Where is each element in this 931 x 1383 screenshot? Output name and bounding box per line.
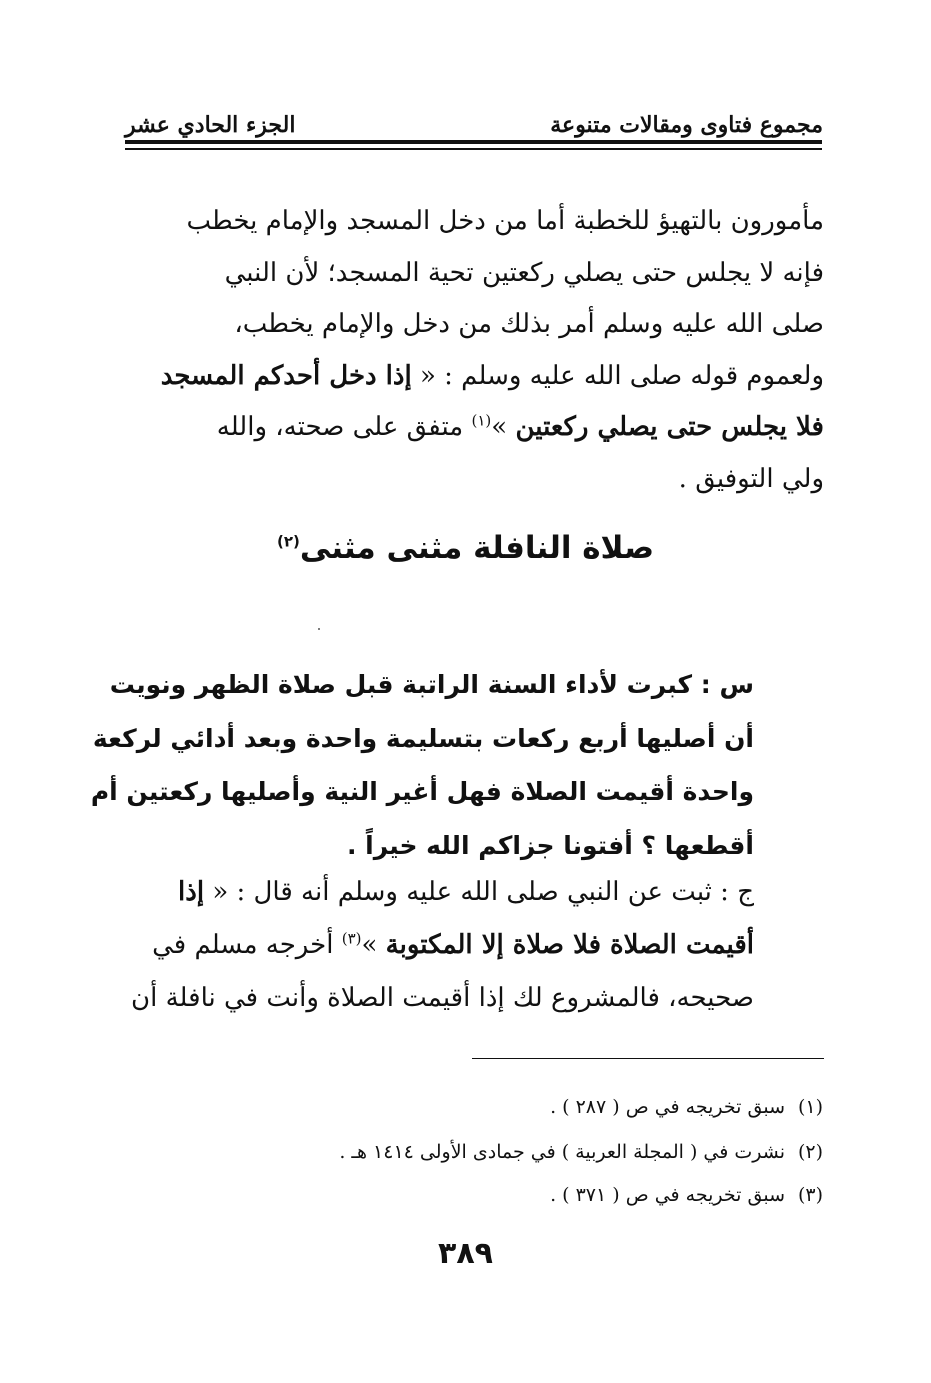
question-line-2: أن أصليها أربع ركعات بتسليمة واحدة وبعد أدائي لركعة (92, 723, 754, 753)
book-title-header: مجموع فتاوى ومقالات متنوعة (550, 112, 823, 138)
question-line-4: أقطعها ؟ أفتونا جزاكم الله خيراً . (346, 830, 754, 860)
section-title-text: صلاة النافلة مثنى مثنى (299, 530, 655, 566)
question-line-1: س : كبرت لأداء السنة الراتبة قبل صلاة الظهر ونويت (109, 670, 754, 699)
question-paragraph (90, 658, 754, 872)
answer-line-1 (122, 866, 754, 919)
intro-line-1: مأمورون بالتهيؤ للخطبة أما من دخل المسجد والإمام يخطب (186, 206, 824, 236)
footnote-2-text: نشرت في ( المجلة العربية ) في جمادى الأولى ١٤١٤ هـ . (339, 1141, 785, 1163)
footnote-ref-1: (١) (471, 411, 492, 430)
question-line-3: واحدة أقيمت الصلاة فهل أغير النية وأصليها ركعتين أم (90, 777, 754, 806)
footnote-ref-2: (٢) (276, 532, 300, 551)
footnote-1-number: (١) (797, 1096, 823, 1118)
footnote-2-number: (٢) (797, 1141, 823, 1163)
intro-paragraph (122, 196, 824, 505)
intro-line-5-normal: متفق على صحته، والله (216, 412, 472, 442)
footnote-1 (550, 1096, 823, 1118)
answer-line-1-normal: ج : ثبت عن النبي صلى الله عليه وسلم أنه قال : « (204, 877, 754, 907)
section-title (0, 530, 931, 566)
quote-close-mark: » (491, 412, 516, 442)
answer-quote-close: » (361, 930, 386, 960)
intro-line-4-normal: ولعموم قوله صلى الله عليه وسلم : « (411, 360, 824, 391)
hadith-quote-part-1: إذا دخل أحدكم المسجد (160, 360, 412, 391)
footnote-2 (339, 1141, 823, 1163)
answer-line-2-normal: أخرجه مسلم في (152, 930, 342, 960)
footnote-ref-3: (٣) (341, 929, 362, 948)
answer-line-2 (122, 919, 754, 972)
footnote-3 (550, 1184, 823, 1206)
intro-line-4 (122, 351, 824, 403)
answer-quote-part-1: إذا (178, 877, 205, 907)
header-rule-thin (125, 148, 822, 150)
scan-speck (318, 628, 320, 630)
intro-line-3: صلى الله عليه وسلم أمر بذلك من دخل والإمام يخطب، (234, 309, 824, 339)
intro-line-2: فإنه لا يجلس حتى يصلي ركعتين تحية المسجد؛ لأن النبي (224, 257, 824, 288)
volume-header: الجزء الحادي عشر (125, 112, 296, 138)
page-number: ٣٨٩ (438, 1236, 493, 1271)
answer-paragraph (122, 866, 754, 1025)
hadith-quote-part-2: فلا يجلس حتى يصلي ركعتين (515, 412, 824, 442)
footnote-3-text: سبق تخريجه في ص ( ٣٧١ ) . (550, 1184, 785, 1206)
footnote-3-number: (٣) (797, 1184, 823, 1206)
header-rule-thick (125, 140, 822, 144)
answer-quote-part-2: أقيمت الصلاة فلا صلاة إلا المكتوبة (385, 930, 754, 960)
intro-line-6: ولي التوفيق . (678, 463, 824, 494)
answer-line-3: صحيحه، فالمشروع لك إذا أقيمت الصلاة وأنت في نافلة أن (131, 983, 754, 1013)
footnote-separator (472, 1058, 824, 1059)
footnote-1-text: سبق تخريجه في ص ( ٢٨٧ ) . (550, 1096, 785, 1118)
intro-line-5 (122, 402, 824, 454)
